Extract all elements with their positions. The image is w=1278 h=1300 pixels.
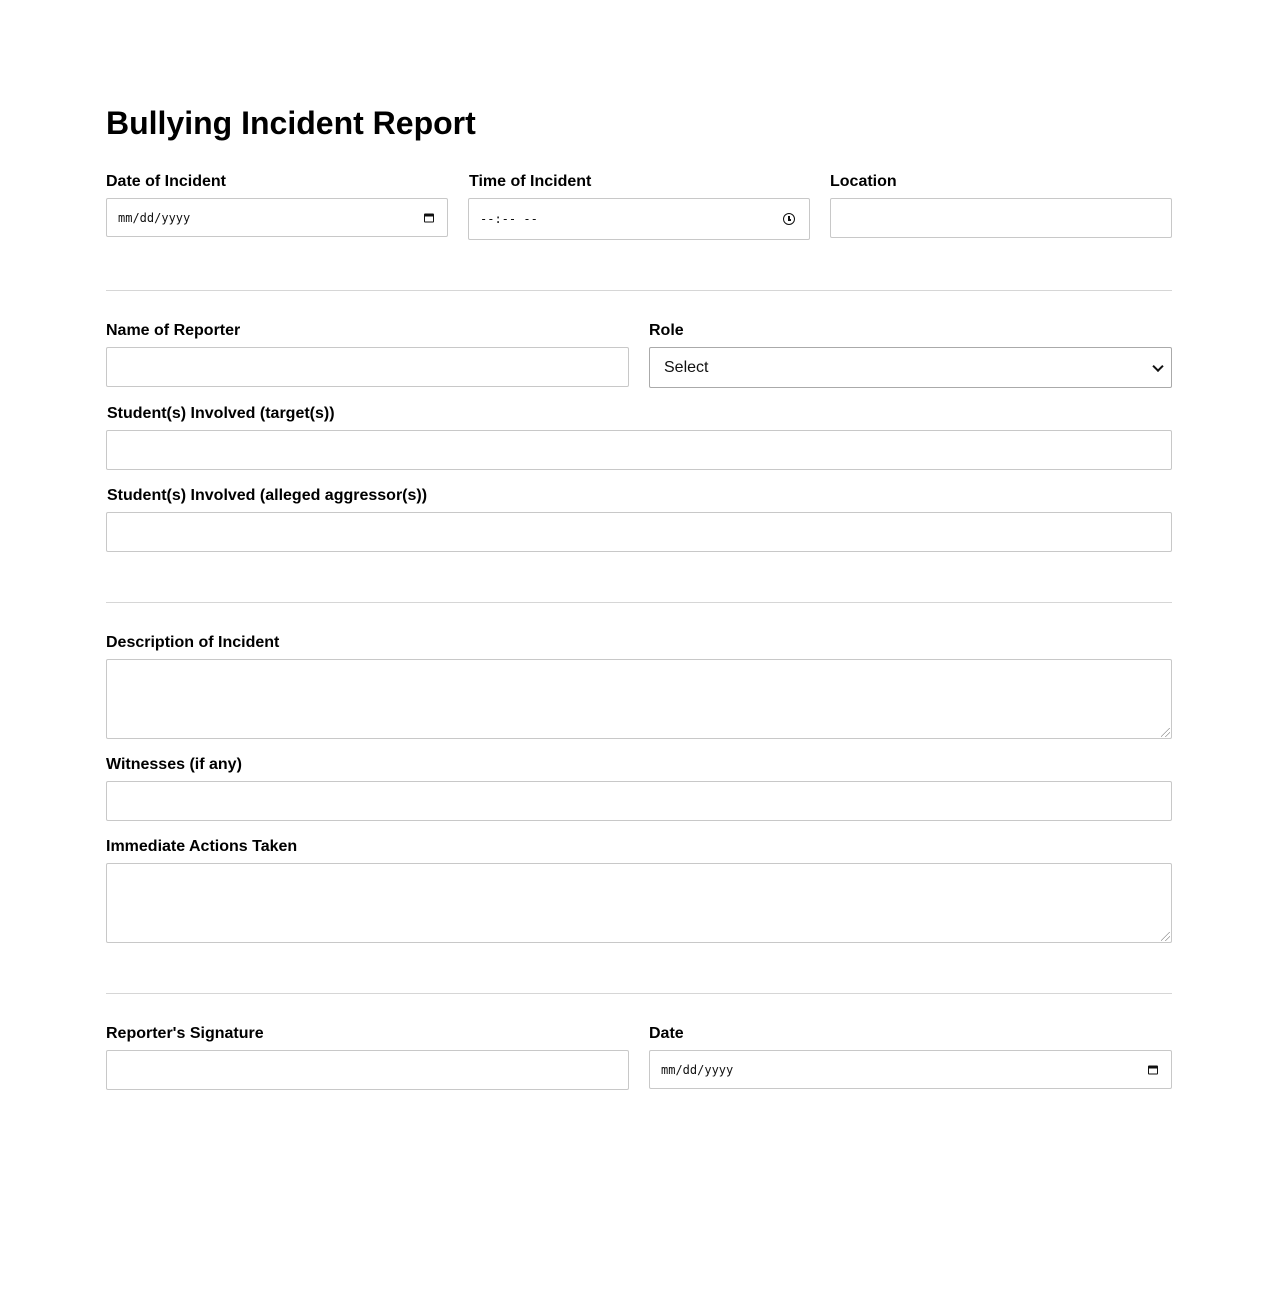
date-of-incident-label: Date of Incident bbox=[106, 173, 227, 190]
students-aggressor-label: Student(s) Involved (alleged aggressor(s)) bbox=[107, 487, 428, 504]
chevron-down-icon bbox=[1152, 360, 1163, 371]
description-label: Description of Incident bbox=[106, 634, 280, 651]
location-input[interactable] bbox=[830, 198, 1172, 238]
resize-handle-icon[interactable] bbox=[1161, 932, 1170, 941]
reporter-signature-input[interactable] bbox=[106, 1050, 629, 1090]
time-of-incident-placeholder: --:-- -- bbox=[480, 212, 538, 226]
students-target-label: Student(s) Involved (target(s)) bbox=[107, 405, 335, 422]
students-aggressor-input[interactable] bbox=[106, 512, 1172, 552]
witnesses-input[interactable] bbox=[106, 781, 1172, 821]
role-label: Role bbox=[649, 322, 684, 339]
signature-date-input[interactable] bbox=[649, 1050, 1172, 1089]
students-target-input[interactable] bbox=[106, 430, 1172, 470]
reporter-signature-label: Reporter's Signature bbox=[106, 1025, 264, 1042]
section-divider bbox=[106, 290, 1172, 291]
resize-handle-icon[interactable] bbox=[1161, 728, 1170, 737]
immediate-actions-textarea[interactable] bbox=[106, 863, 1172, 943]
section-divider bbox=[106, 993, 1172, 994]
immediate-actions-label: Immediate Actions Taken bbox=[106, 838, 298, 855]
location-label: Location bbox=[830, 173, 897, 190]
calendar-icon[interactable] bbox=[1148, 1065, 1158, 1074]
clock-icon[interactable] bbox=[783, 213, 795, 225]
role-selected-value: Select bbox=[664, 358, 709, 376]
calendar-icon[interactable] bbox=[424, 213, 434, 222]
name-of-reporter-input[interactable] bbox=[106, 347, 629, 387]
witnesses-label: Witnesses (if any) bbox=[106, 756, 242, 773]
time-of-incident-label: Time of Incident bbox=[469, 173, 592, 190]
time-of-incident-input[interactable] bbox=[468, 198, 810, 240]
name-of-reporter-label: Name of Reporter bbox=[106, 322, 241, 339]
signature-date-label: Date bbox=[649, 1025, 684, 1042]
date-of-incident-placeholder: mm/dd/yyyy bbox=[118, 210, 191, 225]
date-of-incident-input[interactable] bbox=[106, 198, 448, 237]
signature-date-placeholder: mm/dd/yyyy bbox=[661, 1062, 734, 1077]
description-textarea[interactable] bbox=[106, 659, 1172, 739]
role-select[interactable] bbox=[649, 347, 1172, 388]
section-divider bbox=[106, 602, 1172, 603]
page-title: Bullying Incident Report bbox=[106, 105, 476, 141]
